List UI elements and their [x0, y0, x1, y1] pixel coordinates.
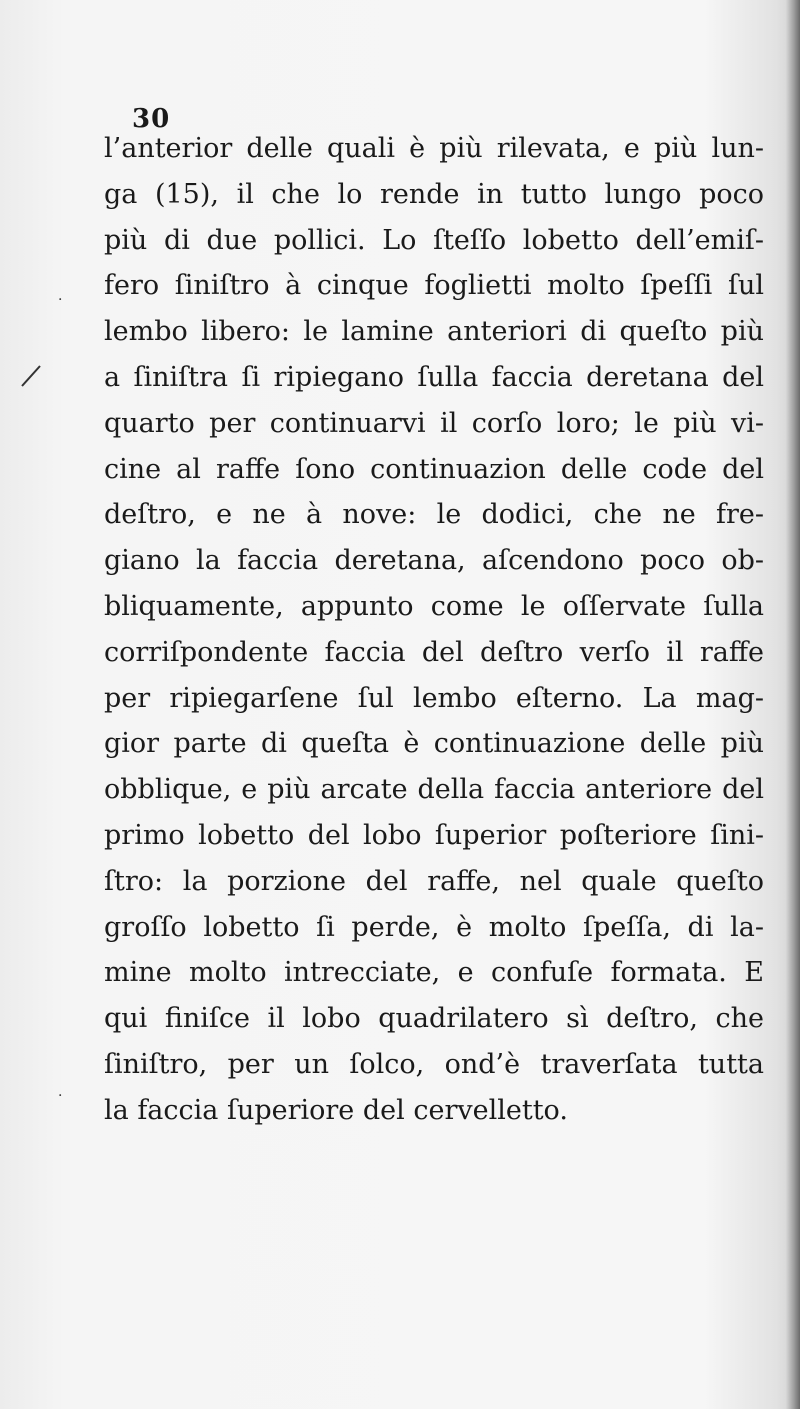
text-line: lembo libero: le lamine anteriori di queſto più: [104, 316, 764, 348]
text-line: giano la faccia deretana, aſcendono poco ob-: [104, 545, 764, 577]
text-line: ſiniſtro, per un ſolco, ond’è traverſata tutta: [104, 1048, 764, 1080]
text-line: bliquamente, appunto come le oſſervate ſulla: [104, 590, 764, 622]
text-line: per ripiegarſene ſul lembo eſterno. La mag-: [104, 682, 764, 714]
text-line: l’anterior delle quali è più rilevata, e più lun-: [104, 133, 764, 164]
text-line: corriſpondente faccia del deſtro verſo il raffe: [104, 636, 764, 668]
text-line: qui finiſce il lobo quadrilatero sì deſtro, che: [104, 1003, 764, 1035]
text-line: fero ſiniſtro à cinque foglietti molto ſpeſſi ſul: [104, 270, 764, 302]
page-edge-shadow: [786, 0, 800, 1409]
text-line: ga (15), il che lo rende in tutto lungo poco: [104, 178, 764, 210]
text-line: cine al raffe ſono continuazion delle code del: [104, 453, 764, 485]
margin-dot: ·: [58, 1088, 63, 1104]
text-line: a ſiniſtra ſi ripiegano ſulla faccia deretana del: [104, 361, 764, 393]
text-line: obblique, e più arcate della faccia anteriore del: [104, 774, 764, 806]
margin-pencil-mark: [20, 362, 44, 395]
text-line: quarto per continuarvi il corſo loro; le più vi-: [104, 407, 764, 439]
text-line: più di due pollici. Lo ſteſſo lobetto dell’emiſ-: [104, 224, 764, 256]
text-line: groſſo lobetto ſi perde, è molto ſpeſſa, di la-: [104, 911, 764, 943]
body-text: [104, 126, 764, 1134]
margin-dot: ·: [58, 292, 63, 308]
text-line: deſtro, e ne à nove: le dodici, che ne fre-: [104, 499, 764, 531]
text-line: mine molto intrecciate, e confuſe formata. E: [104, 957, 764, 989]
page-number: 30: [132, 104, 171, 134]
text-line: ſtro: la porzione del raffe, nel quale queſto: [104, 865, 764, 897]
text-line: gior parte di queſta è continuazione delle più: [104, 728, 764, 760]
text-line: la faccia ſuperiore del cervelletto.: [104, 1094, 568, 1126]
text-line: primo lobetto del lobo ſuperior poſteriore ſini-: [104, 819, 764, 851]
